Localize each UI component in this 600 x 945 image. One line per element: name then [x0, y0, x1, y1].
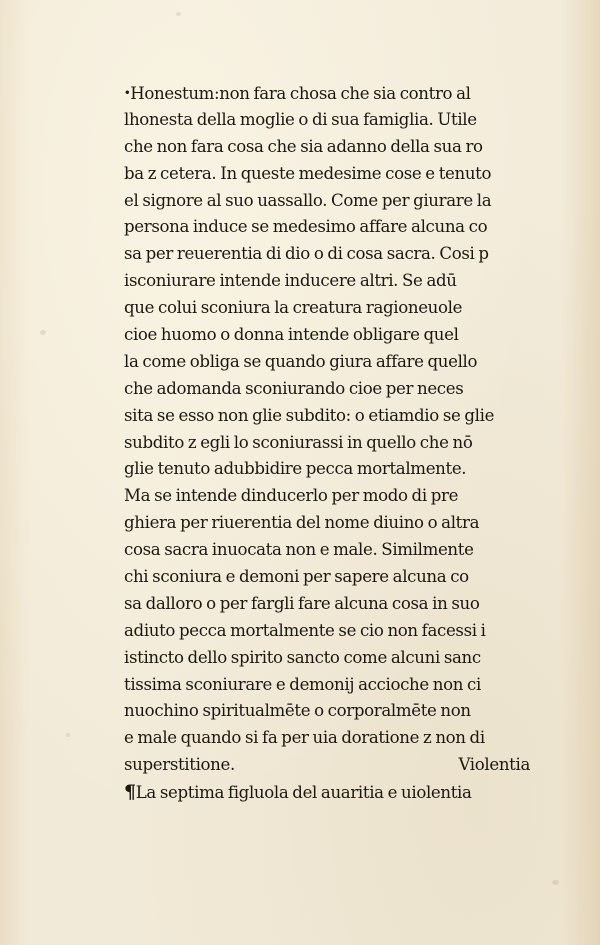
text-line: el signore al suo uassallo. Come per giurare la [124, 190, 492, 210]
text-line: che non fara cosa che sia adanno della sua ro [124, 136, 483, 156]
rubricated-initial: · [124, 82, 131, 104]
foxing-stain [66, 733, 70, 737]
text-line: cosa sacra inuocata non e male. Similmente [124, 540, 474, 560]
text-line: che adomanda sconiurando cioe per neces [124, 378, 464, 398]
text-line: isconiurare intende inducere altri. Se adū [124, 271, 457, 291]
text-line: adiuto pecca mortalmente se cio non facessi i [124, 620, 486, 640]
text-line: tissima sconiurare e demonij accioche non ci [124, 674, 481, 694]
text-block [124, 80, 544, 806]
text-line: sa dalloro o per fargli fare alcuna cosa in suo [124, 593, 480, 613]
text-line: cioe huomo o donna intende obligare quel [124, 325, 459, 345]
text-line-end: superstitione. [124, 755, 235, 775]
text-line [124, 752, 544, 779]
text-line: lhonesta della moglie o di sua famiglia. Utile [124, 109, 477, 129]
text-line: subdito z egli lo sconiurassi in quello che nō [124, 432, 473, 452]
text-line: que colui sconiura la creatura ragioneuole [124, 298, 463, 318]
text-line: nuochino spiritualmēte o corporalmēte non [124, 701, 471, 721]
text-line: e male quando si fa per uia doratione z non di [124, 728, 485, 748]
text-line: sa per reuerentia di dio o di cosa sacra. Cosi p [124, 244, 489, 264]
text-line: Ma se intende dinducerlo per modo di pre [124, 486, 459, 506]
text-line: sita se esso non glie subdito: o etiamdio se glie [124, 405, 495, 425]
text-line: ¶La septima figluola del auaritia e uiolentia [124, 781, 472, 804]
text-line: ·Honestum:non fara chosa che sia contro al [124, 82, 471, 104]
text-line: chi sconiura e demoni per sapere alcuna co [124, 567, 469, 587]
foxing-stain [176, 12, 181, 16]
paragraph-mark-icon: ¶ [124, 781, 136, 804]
text-line: istincto dello spirito sancto come alcuni sanc [124, 647, 481, 667]
text-line: ba z cetera. In queste medesime cose e tenuto [124, 163, 492, 183]
text-line: ghiera per riuerentia del nome diuino o altra [124, 513, 480, 533]
foxing-stain [40, 330, 46, 335]
foxing-stain [552, 880, 559, 885]
text-line: la come obliga se quando giura affare quello [124, 351, 478, 371]
text-line: persona induce se medesimo affare alcuna co [124, 217, 488, 237]
text-line: glie tenuto adubbidire pecca mortalmente. [124, 459, 467, 479]
section-heading: Violentia [458, 755, 530, 775]
